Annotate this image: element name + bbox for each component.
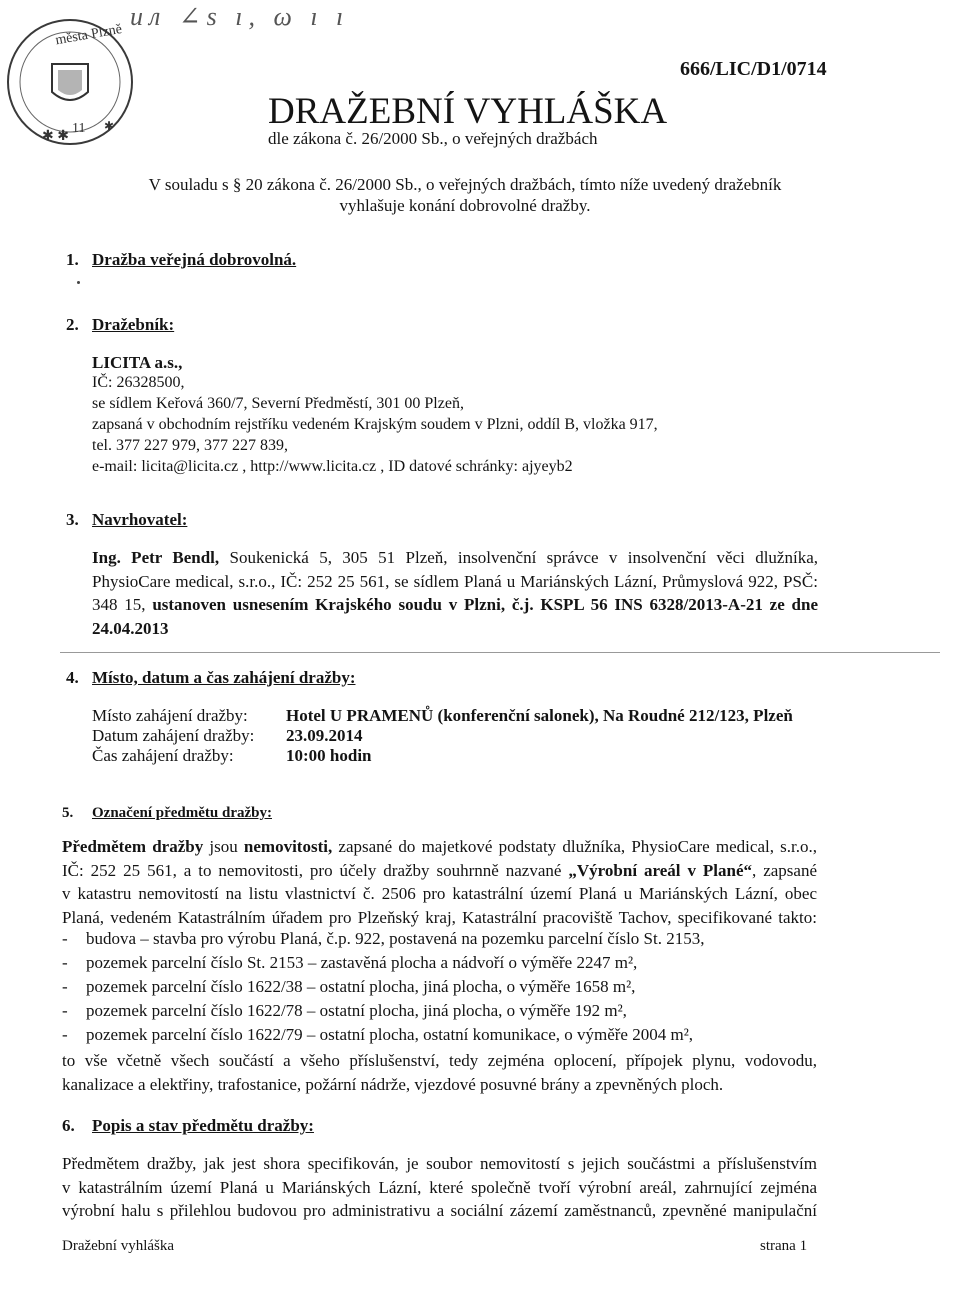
description-line-3: výrobní halu s přilehlou budovou pro administrativu a sociální zázemí zaměstnanců, zpevněné manipulační	[62, 1201, 817, 1220]
subject-line-1: zapsané do majetkové podstaty dlužníka, PhysioCare medical, s.r.o.,	[332, 837, 817, 856]
svg-text:města Plzně: města Plzně	[54, 21, 124, 49]
description-line-1: Předmětem dražby, jak jest shora specifikován, je soubor nemovitostí s jejich součástmi a příslušenstvím	[62, 1154, 817, 1173]
subject-line-4: Planá, vedeném Katastrálním úřadem pro Plzeňský kraj, Katastrální pracoviště Tachov, specifikované takto:	[62, 907, 817, 927]
subject-line-2b: , zapsané	[752, 860, 817, 880]
petitioner-name: Ing. Petr Bendl,	[92, 548, 220, 567]
section-2-number: 2.	[66, 315, 79, 334]
section-5-title: Označení předmětu dražby:	[92, 805, 272, 821]
auctioneer-ic: IČ: 26328500,	[92, 374, 185, 391]
section-5-number: 5.	[62, 805, 74, 821]
date-value: 23.09.2014	[286, 726, 363, 745]
auctioneer-phone: tel. 377 227 979, 377 227 839,	[92, 437, 288, 454]
page-subtitle: dle zákona č. 26/2000 Sb., o veřejných dražbách	[268, 129, 598, 148]
section-6-title: Popis a stav předmětu dražby:	[92, 1116, 314, 1135]
subject-line-2a: IČ: 252 25 561, a to nemovitosti, pro účely dražby souhrnně nazvané	[62, 860, 569, 880]
list-item: - budova – stavba pro výrobu Planá, č.p. 922, postavená na pozemku parcelní číslo St. 2153,	[62, 929, 705, 948]
footer-title: Dražební vyhláška	[62, 1238, 175, 1254]
petitioner-date: 24.04.2013	[92, 618, 169, 638]
description-paragraph	[62, 1152, 817, 1223]
venue-value: Hotel U PRAMENŮ (konferenční salonek), Na Roudné 212/123, Plzeň	[286, 706, 793, 725]
page-title: DRAŽEBNÍ VYHLÁŠKA	[268, 91, 668, 132]
list-item: - pozemek parcelní číslo 1622/38 – ostatní plocha, jiná plocha, o výměře 1658 m²,	[62, 977, 636, 996]
intro-paragraph	[140, 174, 790, 216]
description-line-2: v katastrálním území Planá u Mariánských Lázní, které společně tvoří výrobní areál, zahrnující zejména	[62, 1177, 817, 1197]
date-label: Datum zahájení dražby:	[92, 726, 255, 745]
subject-lead: Předmětem dražby	[62, 837, 204, 856]
accessories-paragraph	[62, 1049, 817, 1096]
handwritten-note: ил ∠ѕ ı, ω ı ı	[130, 2, 350, 31]
time-value: 10:00 hodin	[286, 746, 372, 765]
page-number: strana 1	[760, 1238, 808, 1254]
subject-object: nemovitosti,	[243, 837, 333, 856]
petitioner-line-3b: ustanoven usnesením Krajského soudu v Plzni, č.j. KSPL 56 INS 6328/2013-A-21 ze dne	[152, 595, 818, 614]
section-4-number: 4.	[66, 668, 79, 687]
petitioner-paragraph	[92, 546, 818, 640]
svg-text:11: 11	[72, 121, 86, 136]
intro-line-1: V souladu s § 20 zákona č. 26/2000 Sb., o veřejných dražbách, tímto níže uvedený dražebník	[148, 175, 782, 194]
subject-name: „Výrobní areál v Plané“	[568, 860, 752, 880]
time-label: Čas zahájení dražby:	[92, 746, 234, 765]
section-3-number: 3.	[66, 510, 79, 529]
section-1-number: 1.	[66, 250, 79, 269]
accessories-line-2: kanalizace a elektřiny, trafostanice, požární nádrže, vjezdové posuvné brány a zpevněných ploch.	[62, 1074, 724, 1094]
auctioneer-registry: zapsaná v obchodním rejstříku vedeném Krajským soudem v Plzni, oddíl B, vložka 917,	[92, 416, 658, 433]
list-item: - pozemek parcelní číslo St. 2153 – zastavěná plocha a nádvoří o výměře 2247 m²,	[62, 953, 638, 972]
petitioner-line-2: PhysioCare medical, s.r.o., IČ: 252 25 561, se sídlem Planá u Mariánských Lázní, Průmyslová 922, PSČ:	[92, 571, 818, 591]
scan-mark	[77, 281, 80, 284]
petitioner-line-3a: 348 15,	[92, 595, 153, 614]
subject-paragraph	[62, 835, 817, 929]
auctioneer-address: se sídlem Keřová 360/7, Severní Předměstí, 301 00 Plzeň,	[92, 395, 464, 412]
section-3-title: Navrhovatel:	[92, 510, 188, 529]
list-item: - pozemek parcelní číslo 1622/78 – ostatní plocha, jiná plocha, o výměře 192 m²,	[62, 1001, 627, 1020]
list-item: - pozemek parcelní číslo 1622/79 – ostatní plocha, ostatní komunikace, o výměře 2004 m²,	[62, 1025, 694, 1044]
section-2-title: Dražebník:	[92, 315, 175, 334]
subject-line-3: v katastru nemovitostí na listu vlastnictví č. 2506 pro katastrální území Planá u Mariánských Lázní, obec	[62, 884, 817, 903]
intro-line-2: vyhlašuje konání dobrovolné dražby.	[339, 196, 591, 215]
petitioner-line-1: Soukenická 5, 305 51 Plzeň, insolvenční správce v insolvenční věci dlužníka,	[219, 548, 818, 567]
section-4-title: Místo, datum a čas zahájení dražby:	[92, 668, 356, 687]
auctioneer-email: e-mail: licita@licita.cz , http://www.licita.cz , ID datové schránky: ajyeyb2	[92, 458, 573, 475]
accessories-line-1: to vše včetně všech součástí a všeho příslušenství, tedy zejména oplocení, přípojek plynu, vodovodu,	[62, 1051, 817, 1070]
auctioneer-name: LICITA a.s.,	[92, 353, 183, 372]
document-id: 666/LIC/D1/0714	[680, 58, 827, 80]
city-stamp-icon	[0, 12, 150, 152]
venue-label: Místo zahájení dražby:	[92, 706, 248, 725]
subject-connector: jsou	[203, 837, 244, 856]
svg-text:✱: ✱	[104, 119, 115, 133]
svg-text:✱ ✱: ✱ ✱	[42, 129, 69, 144]
section-6-number: 6.	[62, 1116, 75, 1135]
divider	[60, 652, 940, 653]
section-1-title: Dražba veřejná dobrovolná.	[92, 250, 297, 269]
